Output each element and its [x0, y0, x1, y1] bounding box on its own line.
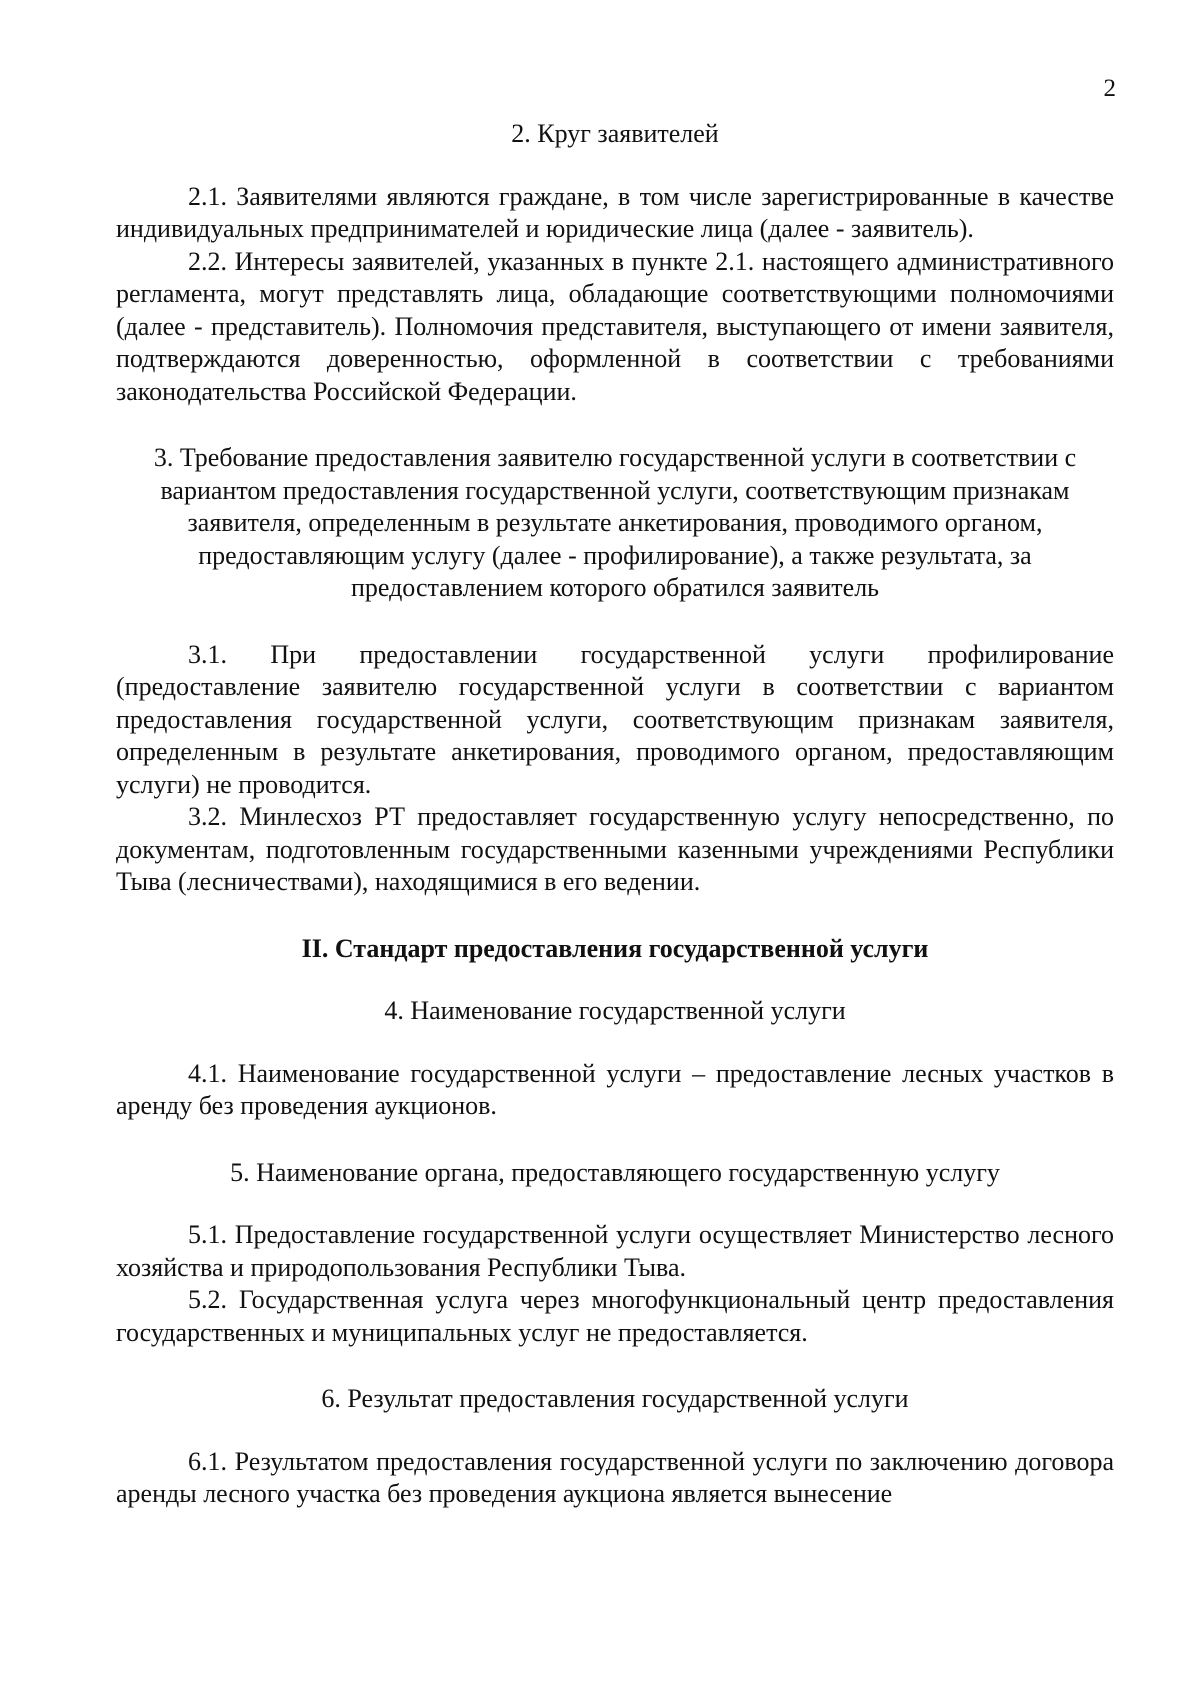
section-heading-result: 6. Результат предоставления государственной услуги	[321, 1384, 909, 1413]
section-heading-applicants: 2. Круг заявителей	[511, 119, 719, 148]
section-heading-service-name: 4. Наименование государственной услуги	[384, 996, 846, 1025]
paragraph-5-1: 5.1. Предоставление государственной услуги осуществляет Министерство лесного хозяйства и природопользования Республики Тыва.	[116, 1220, 1114, 1282]
paragraph-2-2: 2.2. Интересы заявителей, указанных в пункте 2.1. настоящего административного регламента, могут представлять лица, обладающие соответствующими полномочиями (далее - представитель). Полномочия представителя, выступающего от имени заявителя, подтверждаются доверенностью, оформленной в соответствии с требованиями законодательства Российской Федерации.	[116, 246, 1114, 406]
paragraph-4-1: 4.1. Наименование государственной услуги – предоставление лесных участков в аренду без проведения аукционов.	[116, 1058, 1114, 1120]
section-heading-authority: 5. Наименование органа, предоставляющего государственную услугу	[230, 1157, 1000, 1187]
paragraph-3-2: 3.2. Минлесхоз РТ предоставляет государственную услугу непосредственно, по документам, подготовленным государственными казенными учреждениями Республики Тыва (лесничествами), находящимися в его ведении.	[116, 802, 1114, 896]
paragraph-3-1: 3.1. При предоставлении государственной услуги профилирование (предоставление заявителю государственной услуги в соответствии с вариантом предоставления государственной услуги, соответствующим признакам заявителя, определенным в результате анкетирования, проводимого органом, предоставляющим услуги) не проводится.	[116, 639, 1114, 799]
page-number: 2	[1103, 75, 1116, 102]
document-body	[116, 118, 1114, 1511]
section-heading-profiling: 3. Требование предоставления заявителю государственной услуги в соответствии с вариантом предоставления государственной услуги, соответствующим признакам заявителя, определенным в результате анкетирования, проводимого органом, предоставляющим услугу (далее - профилирование), а также результата, за предоставлением которого обратился заявитель	[153, 443, 1077, 602]
paragraph-6-1: 6.1. Результатом предоставления государственной услуги по заключению договора аренды лесного участка без проведения аукциона является вынесение	[116, 1446, 1114, 1508]
part-heading-standard: II. Стандарт предоставления государственной услуги	[301, 933, 929, 963]
paragraph-2-1: 2.1. Заявителями являются граждане, в том числе зарегистрированные в качестве индивидуальных предпринимателей и юридические лица (далее - заявитель).	[116, 181, 1114, 243]
paragraph-5-2: 5.2. Государственная услуга через многофункциональный центр предоставления государственных и муниципальных услуг не предоставляется.	[116, 1285, 1114, 1347]
